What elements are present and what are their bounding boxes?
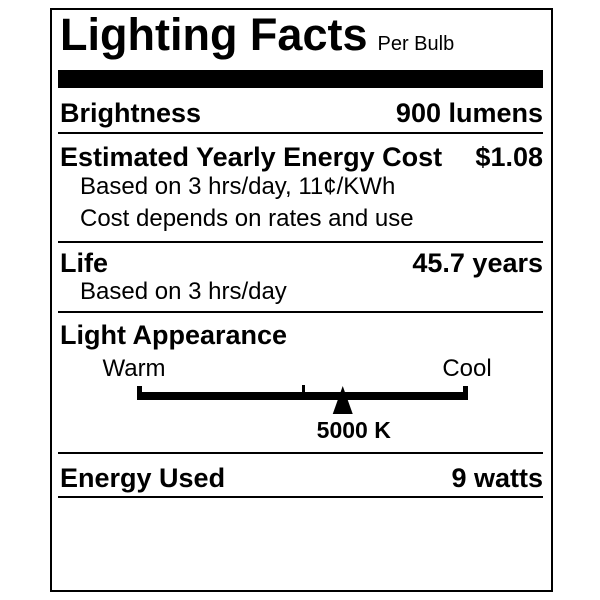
scale-mid-tick xyxy=(302,385,305,400)
section-divider xyxy=(58,241,543,243)
section-divider xyxy=(58,452,543,454)
lighting-facts-label xyxy=(50,8,553,592)
brightness-label: Brightness xyxy=(60,98,202,128)
life-row xyxy=(58,249,543,277)
light-appearance-label: Light Appearance xyxy=(60,320,288,350)
color-temperature-value: 5000 K xyxy=(316,417,391,443)
life-value: 45.7 years xyxy=(412,248,543,278)
label-subtitle: Per Bulb xyxy=(377,33,455,55)
energy-cost-label: Estimated Yearly Energy Cost xyxy=(60,142,443,172)
energy-cost-row xyxy=(58,143,543,171)
energy-used-row xyxy=(58,464,543,492)
energy-cost-disclaimer-note: Cost depends on rates and use xyxy=(80,205,414,232)
scale-left-cap xyxy=(137,386,142,400)
temperature-scale xyxy=(58,383,543,415)
energy-cost-value: $1.08 xyxy=(475,142,543,172)
energy-cost-basis-note: Based on 3 hrs/day, 11¢/KWh xyxy=(80,173,396,200)
brightness-value: 900 lumens xyxy=(395,98,543,128)
brightness-row xyxy=(58,99,543,127)
warm-label: Warm xyxy=(102,355,166,382)
scale-right-cap xyxy=(463,386,468,400)
section-divider xyxy=(58,311,543,313)
title-divider-bar xyxy=(58,70,543,88)
section-divider xyxy=(58,496,543,498)
energy-used-value: 9 watts xyxy=(451,463,543,493)
cool-label: Cool xyxy=(442,355,492,382)
life-label: Life xyxy=(60,248,109,278)
section-divider xyxy=(58,132,543,134)
energy-used-label: Energy Used xyxy=(60,463,226,493)
life-basis-note: Based on 3 hrs/day xyxy=(80,278,287,305)
label-header xyxy=(60,11,454,59)
label-title: Lighting Facts xyxy=(60,9,368,60)
